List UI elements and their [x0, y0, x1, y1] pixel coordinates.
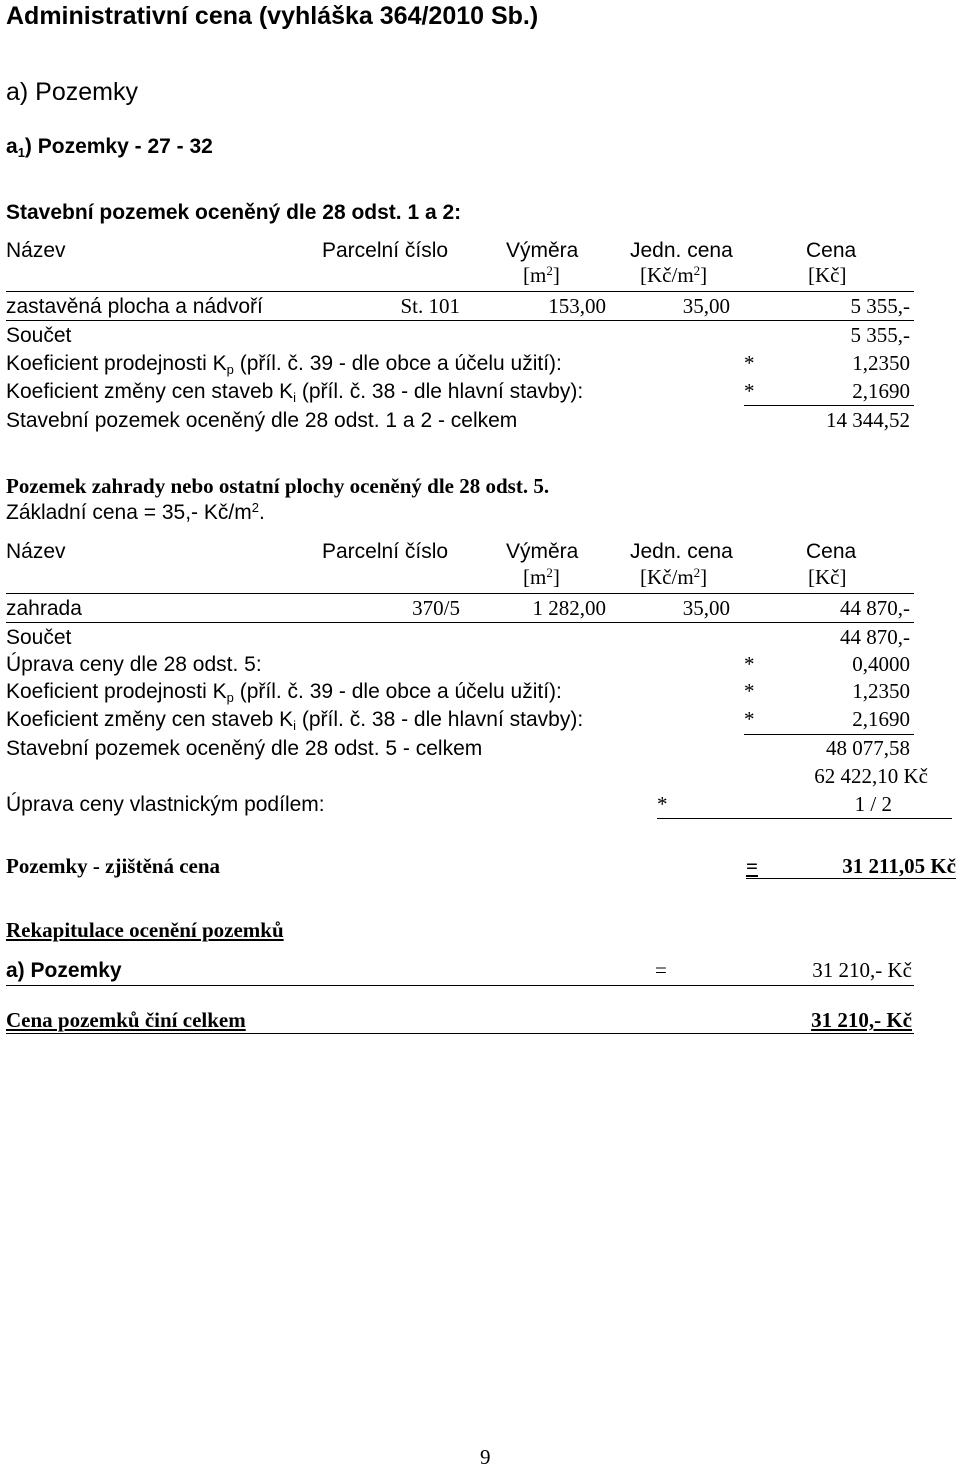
t2-header-parcelni: Parcelní číslo: [322, 540, 449, 563]
subsection-index: 1: [17, 145, 25, 160]
t1-kp-label: Koeficient prodejnosti $K_p$ (příl. č. 39 - dle obce a účelu užití):: [6, 352, 562, 377]
t2-header-rule: [6, 593, 914, 594]
t2-soucet-value: 44 870,-: [840, 625, 910, 649]
t1-soucet-label: Součet: [6, 324, 72, 347]
t2-total-value: 48 077,58: [826, 736, 910, 760]
t1-ki-multiply: *: [744, 379, 755, 403]
t1-row-unit-price: 35,00: [682, 294, 730, 318]
subsection-heading-a1: [6, 135, 213, 160]
t2-kp-multiply: *: [744, 679, 755, 703]
result-label: Pozemky - zjištěná cena: [6, 854, 221, 878]
t1-row-parcel: St. 101: [400, 294, 460, 318]
t2-header-vymera: Výměra: [506, 540, 579, 563]
t1-header-jedn-unit: $[Kč/m^2]$: [640, 263, 708, 287]
subsection-title: ) Pozemky - 27 - 32: [24, 135, 213, 158]
t1-header-rule: [6, 291, 914, 292]
t1-total-label: Stavební pozemek oceněný dle 28 odst. 1 a 2 - celkem: [6, 409, 518, 432]
t1-row-name: zastavěná plocha a nádvoří: [6, 295, 263, 318]
recap-row-rule: [6, 985, 914, 986]
t2-soucet-label: Součet: [6, 626, 72, 649]
t2-header-jedn-unit: $[Kč/m^2]$: [640, 565, 708, 589]
t2-ki-multiply: *: [744, 707, 755, 731]
t2-base-price: Základní cena = 35,- $Kč/m^2$.: [6, 500, 265, 524]
t2-total-rule: [744, 734, 914, 735]
t1-row-price: 5 355,-: [850, 294, 910, 318]
t2-uprava-multiply: *: [744, 652, 755, 676]
t1-kp-multiply: *: [744, 351, 755, 375]
t2-header-vymera-unit: $[m^2]$: [523, 565, 560, 589]
t2-row-area: 1 282,00: [532, 596, 606, 620]
t2-uprava-label: Úprava ceny dle 28 odst. 5:: [6, 653, 262, 676]
result-equals: =: [746, 854, 758, 878]
t1-header-parcelni: Parcelní číslo: [322, 239, 449, 262]
t2-total-label: Stavební pozemek oceněný dle 28 odst. 5 - celkem: [6, 737, 483, 760]
t2-uprava-value: 0,4000: [852, 652, 910, 676]
result-underline: [746, 878, 956, 879]
share-multiply: *: [657, 792, 668, 816]
t1-header-cena-unit: [Kč]: [808, 263, 847, 287]
t2-kp-label: Koeficient prodejnosti $K_p$ (příl. č. 39 - dle obce a účelu užití):: [6, 680, 562, 705]
t1-header-nazev: Název: [6, 239, 66, 262]
t1-soucet-value: 5 355,-: [850, 323, 910, 347]
t2-row-rule: [6, 622, 914, 623]
t2-row-name: zahrada: [6, 597, 82, 620]
t2-header-jedn: Jedn. cena: [630, 540, 733, 563]
recap-row-label: a) Pozemky: [6, 959, 122, 982]
recap-row-equals: =: [655, 958, 667, 982]
subtotal-value: 62 422,10 Kč: [814, 764, 928, 788]
share-label: Úprava ceny vlastnickým podílem:: [6, 793, 325, 816]
t1-ki-label: Koeficient změny cen staveb $K_i$ (příl. č. 38 - dle hlavní stavby):: [6, 380, 584, 405]
recap-heading: Rekapitulace ocenění pozemků: [6, 918, 284, 942]
t1-header-cena: Cena: [806, 239, 857, 262]
subsection-letter: a: [6, 135, 18, 158]
t1-total-rule: [744, 405, 914, 406]
t1-row-area: 153,00: [548, 294, 606, 318]
table1-heading: Stavební pozemek oceněný dle 28 odst. 1 a 2:: [6, 201, 462, 224]
share-rule: [657, 818, 952, 819]
t2-ki-value: 2,1690: [852, 707, 910, 731]
t1-total-value: 14 344,52: [826, 408, 910, 432]
recap-final-rule: [6, 1033, 914, 1034]
t2-header-cena-unit: [Kč]: [808, 565, 847, 589]
page-number: 9: [480, 1445, 491, 1469]
t2-header-cena: Cena: [806, 540, 857, 563]
section-heading-pozemky: a) Pozemky: [6, 78, 138, 106]
t2-kp-value: 1,2350: [852, 679, 910, 703]
page-title: Administrativní cena (vyhláška 364/2010 Sb.): [6, 2, 539, 30]
t1-kp-value: 1,2350: [852, 351, 910, 375]
share-value: 1 / 2: [854, 792, 892, 816]
recap-row-value: 31 210,- Kč: [812, 958, 912, 982]
t1-ki-value: 2,1690: [852, 379, 910, 403]
table2-heading: Pozemek zahrady nebo ostatní plochy oceněný dle 28 odst. 5.: [6, 474, 550, 498]
t1-header-jedn: Jedn. cena: [630, 239, 733, 262]
t2-ki-label: Koeficient změny cen staveb $K_i$ (příl. č. 38 - dle hlavní stavby):: [6, 708, 584, 733]
t1-row-rule: [6, 320, 914, 321]
t1-header-vymera: Výměra: [506, 239, 579, 262]
recap-final-value: 31 210,- Kč: [811, 1008, 912, 1032]
t2-row-price: 44 870,-: [840, 596, 910, 620]
recap-final-label: Cena pozemků činí celkem: [6, 1008, 246, 1032]
t1-header-vymera-unit: $[m^2]$: [523, 263, 560, 287]
t2-row-parcel: 370/5: [412, 596, 460, 620]
result-line: [746, 856, 956, 877]
t2-row-unit-price: 35,00: [682, 596, 730, 620]
result-value: 31 211,05 Kč: [842, 854, 956, 878]
t2-header-nazev: Název: [6, 540, 66, 563]
